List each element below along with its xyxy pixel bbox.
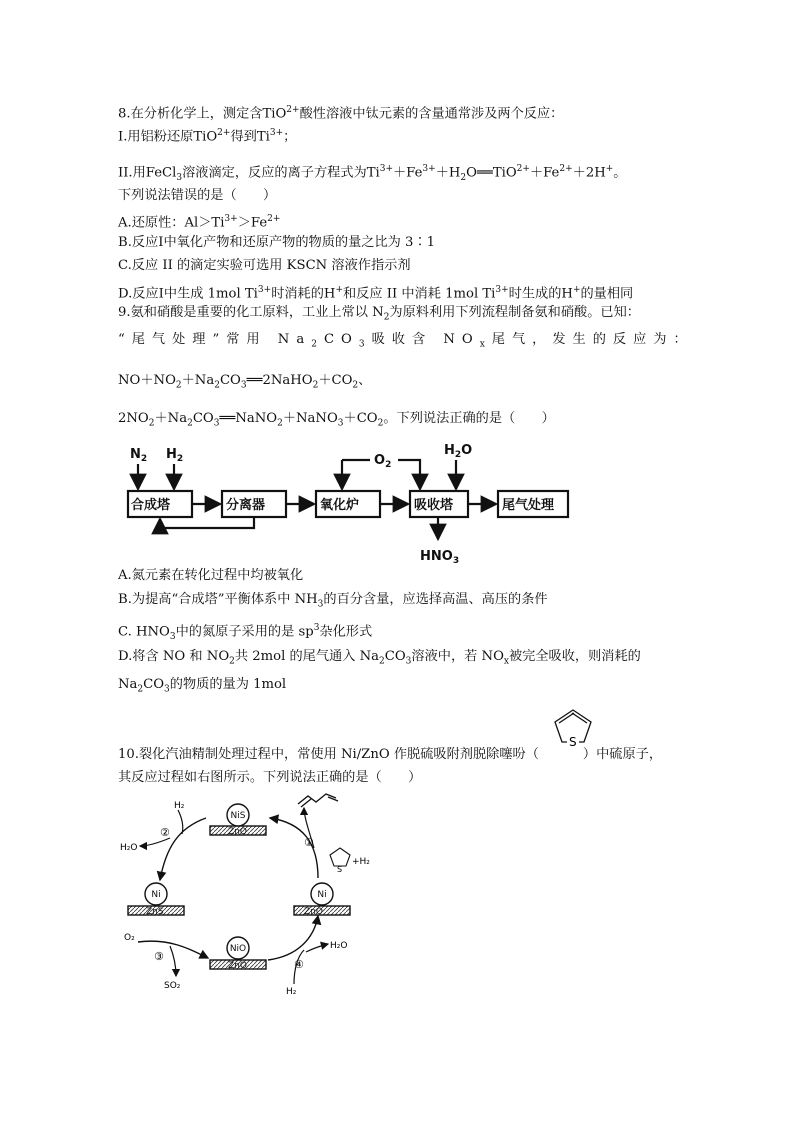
label-so2: SO₂	[164, 981, 181, 991]
q9-known: “尾气处理”常用 $Na_2CO_3$吸收含 $NO_x$尾气，发生的反应为：	[118, 332, 694, 350]
label-o2: O₂	[124, 933, 135, 943]
sphere-label-nis: NiS	[230, 811, 246, 821]
process-flow-diagram	[120, 436, 580, 572]
step-2: ②	[160, 826, 170, 839]
q9-option-d-cont: $Na_2CO_3$的物质的量为 1mol	[118, 677, 287, 695]
thiophene-sulfur: S	[569, 735, 577, 749]
q9-option-c: C. $HNO_3$中的氮原子采用的是 $sp^3$杂化形式	[118, 623, 373, 643]
label-hno3: $HNO_3$	[420, 549, 460, 566]
step-1: ①	[304, 836, 314, 849]
thiophene-structure	[548, 706, 598, 750]
box-label-absorption: 吸收塔	[414, 498, 454, 513]
support-label-right: ZnO	[304, 907, 323, 917]
cycle-thiophene-s: S	[337, 865, 343, 874]
q9-stem: 9.氨和硝酸是重要的化工原料，工业上常以 $N_2$为原料利用下列流程制备氨和硝酸。已知：	[118, 305, 640, 323]
sphere-label-nio: NiO	[229, 944, 247, 954]
label-h2o-step4: H₂O	[330, 941, 348, 951]
sphere-label-ni-right: Ni	[317, 890, 327, 900]
q8-option-d: D.反应Ⅰ中生成 1mol $Ti^{3+}$时消耗的H+和反应 II 中消耗 1mol $Ti^{3+}$时生成的H+的量相同	[118, 285, 634, 302]
step-4: ④	[294, 958, 304, 971]
q8-option-c: C.反应 II 的滴定实验可选用 KSCN 溶液作指示剂	[118, 258, 411, 273]
q9-option-b: B.为提高“合成塔”平衡体系中 $NH_3$的百分含量，应选择高温、高压的条件	[118, 592, 548, 610]
label-plus-h2: +H₂	[352, 857, 370, 867]
q9-option-a: A.氮元素在转化过程中均被氧化	[118, 568, 304, 583]
support-label-top: ZnO	[228, 827, 247, 837]
q9-option-d: D.将含 NO 和 $NO_2$共 2mol 的尾气通入 $Na_2CO_3$溶液中，若 $NO_x$被完全吸收，则消耗的	[118, 649, 641, 667]
arrow-step-4	[268, 916, 318, 960]
label-h2-step4: H₂	[286, 987, 297, 997]
label-h2-step2: H₂	[174, 801, 185, 811]
q8-reaction-2: II.用FeCl$_3$溶液滴定，反应的离子方程式为$Ti^{3+}+Fe^{3+}+H_2O══TiO^{2+}+Fe^{2+}+2H^+$。	[118, 164, 627, 184]
box-label-separator: 分离器	[226, 498, 266, 513]
catalytic-cycle-diagram	[118, 788, 368, 1000]
sphere-label-ni-left: Ni	[151, 890, 161, 900]
q8-option-b: B.反应Ⅰ中氧化产物和还原产物的物质的量之比为 3∶1	[118, 235, 436, 250]
q10-stem-line-2: 其反应过程如右图所示。下列说法正确的是（ ）	[118, 770, 422, 785]
q9-equation-1: $NO+NO_2+Na_2CO_3══2NaHO_2+CO_2$、	[118, 373, 372, 391]
box-label-synthesis: 合成塔	[131, 498, 171, 513]
box-label-tail-gas: 尾气处理	[502, 498, 555, 513]
q8-reaction-1: I.用铝粉还原TiO$^{2+}$得到$Ti^{3+}$；	[118, 128, 297, 145]
label-h2o: $H_2O$	[444, 443, 473, 460]
support-label-left: ZnS	[146, 907, 164, 917]
q9-equation-2: $2NO_2+Na_2CO_3══NaNO_2+NaNO_3+CO_2$。下列说法正确的是（ ）	[118, 411, 555, 429]
box-label-oxidation: 氧化炉	[320, 498, 360, 513]
butadiene-chain	[298, 794, 336, 804]
support-label-bottom: ZnO	[228, 961, 247, 971]
q8-stem: 8.在分析化学上，测定含TiO$^{2+}$酸性溶液中钛元素的含量通常涉及两个反应：	[118, 105, 564, 122]
q8-option-a: A.还原性：$Al>Ti^{3+}>Fe^{2+}$	[118, 214, 281, 231]
q10-stem-line-1: 10.裂化汽油精制处理过程中，常使用 Ni/ZnO 作脱硫吸附剂脱除噻吩（ ）中硫原子，	[118, 747, 663, 762]
label-h2: $H_2$	[166, 447, 184, 464]
q8-question: 下列说法错误的是（ ）	[118, 188, 277, 203]
label-n2: $N_2$	[130, 447, 148, 464]
label-o2: $O_2$	[374, 453, 392, 470]
label-h2o-step2: H₂O	[120, 843, 138, 853]
step-3: ③	[154, 950, 164, 963]
